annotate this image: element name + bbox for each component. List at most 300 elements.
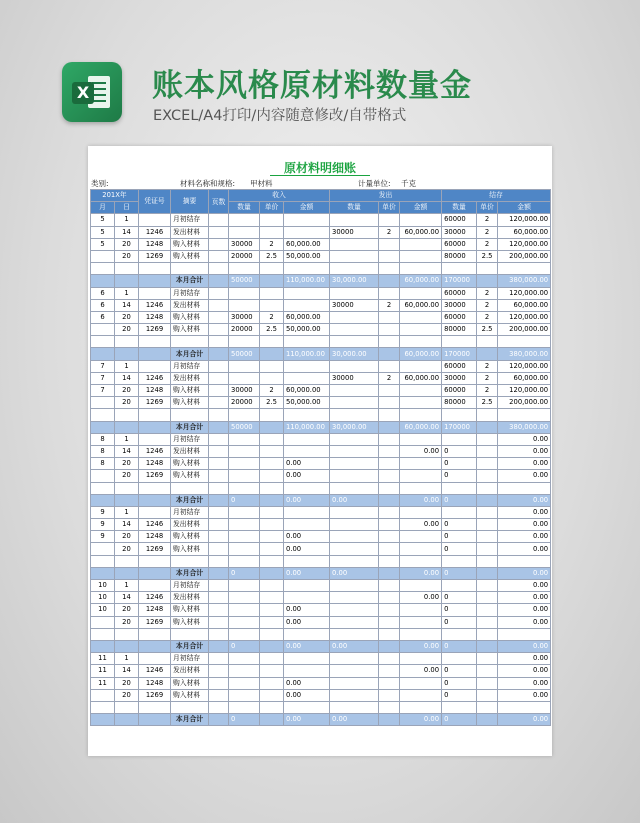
month-cell: 8 xyxy=(91,458,115,470)
day-cell: 20 xyxy=(115,324,139,336)
bal-qty-cell: 0 xyxy=(442,567,477,579)
spreadsheet-preview xyxy=(88,146,552,756)
day-cell: 20 xyxy=(115,543,139,555)
bal-qty-cell: 0 xyxy=(442,592,477,604)
month-cell: 11 xyxy=(91,653,115,665)
in-amount-cell xyxy=(284,433,330,445)
in-price-cell xyxy=(260,275,284,287)
out-qty-cell xyxy=(330,397,379,409)
excel-logo-icon: X xyxy=(62,62,122,122)
table-row xyxy=(91,360,551,372)
out-qty-cell xyxy=(330,287,379,299)
table-row xyxy=(91,665,551,677)
table-row xyxy=(91,409,551,421)
in-amount-cell xyxy=(284,580,330,592)
day-cell: 20 xyxy=(115,604,139,616)
out-amount-cell: 60,000.00 xyxy=(400,226,442,238)
voucher-cell xyxy=(139,653,171,665)
page-cell xyxy=(209,555,229,567)
day-cell: 1 xyxy=(115,580,139,592)
day-cell xyxy=(115,275,139,287)
in-amount-cell: 50,000.00 xyxy=(284,250,330,262)
in-price-cell xyxy=(260,214,284,226)
bal-price-cell xyxy=(477,689,498,701)
bal-qty-cell: 0 xyxy=(442,689,477,701)
unit-value: 千克 xyxy=(401,179,416,188)
in-price-cell xyxy=(260,470,284,482)
out-qty-cell xyxy=(330,543,379,555)
in-qty-cell xyxy=(229,506,260,518)
out-amount-cell: 0.00 xyxy=(400,640,442,652)
day-cell xyxy=(115,640,139,652)
page-cell xyxy=(209,470,229,482)
in-qty-cell xyxy=(229,263,260,275)
material-value: 甲材料 xyxy=(250,179,273,188)
bal-qty-cell: 0 xyxy=(442,531,477,543)
out-qty-cell xyxy=(330,628,379,640)
day-cell: 14 xyxy=(115,226,139,238)
out-amount-cell xyxy=(400,263,442,275)
bal-amount-cell: 120,000.00 xyxy=(498,360,551,372)
bal-qty-cell: 170000 xyxy=(442,421,477,433)
voucher-cell: 1269 xyxy=(139,543,171,555)
bal-price-cell xyxy=(477,701,498,713)
in-price-cell xyxy=(260,421,284,433)
in-price-cell: 2.5 xyxy=(260,324,284,336)
out-qty-cell xyxy=(330,385,379,397)
bal-price-cell: 2 xyxy=(477,226,498,238)
bal-qty-cell: 60000 xyxy=(442,360,477,372)
summary-cell xyxy=(171,409,209,421)
out-qty-cell xyxy=(330,519,379,531)
month-cell xyxy=(91,543,115,555)
out-amount-cell: 60,000.00 xyxy=(400,348,442,360)
out-price-cell xyxy=(379,409,400,421)
in-price-cell xyxy=(260,604,284,616)
out-price-cell xyxy=(379,482,400,494)
out-price-cell xyxy=(379,263,400,275)
in-qty-cell xyxy=(229,470,260,482)
category-label: 类别: xyxy=(91,179,109,188)
page-cell xyxy=(209,445,229,457)
bal-price-cell xyxy=(477,275,498,287)
out-price-cell xyxy=(379,519,400,531)
out-qty-cell xyxy=(330,531,379,543)
voucher-cell xyxy=(139,555,171,567)
summary-cell: 购入材料 xyxy=(171,689,209,701)
voucher-cell xyxy=(139,433,171,445)
month-cell: 9 xyxy=(91,506,115,518)
summary-cell: 购入材料 xyxy=(171,677,209,689)
page-title: 账本风格原材料数量金 xyxy=(152,68,472,104)
in-qty-cell: 30000 xyxy=(229,311,260,323)
bal-qty-cell: 30000 xyxy=(442,299,477,311)
in-qty-cell xyxy=(229,653,260,665)
in-amount-cell: 0.00 xyxy=(284,543,330,555)
bal-price-cell: 2 xyxy=(477,385,498,397)
bal-price-cell: 2.5 xyxy=(477,397,498,409)
bal-amount-cell: 200,000.00 xyxy=(498,324,551,336)
table-row xyxy=(91,689,551,701)
bal-qty-cell: 30000 xyxy=(442,372,477,384)
summary-cell: 本月合计 xyxy=(171,640,209,652)
table-row xyxy=(91,445,551,457)
out-qty-cell: 30000 xyxy=(330,299,379,311)
bal-price-cell xyxy=(477,494,498,506)
out-price-header: 单价 xyxy=(379,202,400,214)
day-cell: 1 xyxy=(115,506,139,518)
table-row xyxy=(91,397,551,409)
table-row xyxy=(91,226,551,238)
table-row xyxy=(91,299,551,311)
out-price-cell xyxy=(379,616,400,628)
bal-qty-cell xyxy=(442,580,477,592)
table-row xyxy=(91,238,551,250)
voucher-cell xyxy=(139,263,171,275)
in-amount-cell: 0.00 xyxy=(284,689,330,701)
in-price-cell xyxy=(260,555,284,567)
out-qty-cell xyxy=(330,689,379,701)
bal-qty-cell xyxy=(442,336,477,348)
bal-price-cell: 2.5 xyxy=(477,250,498,262)
out-amount-cell xyxy=(400,604,442,616)
bal-amount-cell: 0.00 xyxy=(498,506,551,518)
in-price-cell xyxy=(260,360,284,372)
bal-qty-cell: 170000 xyxy=(442,275,477,287)
in-amount-cell: 110,000.00 xyxy=(284,421,330,433)
out-qty-cell xyxy=(330,701,379,713)
out-qty-cell: 30000 xyxy=(330,226,379,238)
voucher-cell: 1248 xyxy=(139,458,171,470)
out-price-cell xyxy=(379,592,400,604)
in-price-cell xyxy=(260,458,284,470)
summary-cell: 本月合计 xyxy=(171,494,209,506)
in-qty-header: 数量 xyxy=(229,202,260,214)
bal-price-cell xyxy=(477,519,498,531)
in-price-cell xyxy=(260,701,284,713)
bal-amount-cell: 380,000.00 xyxy=(498,348,551,360)
summary-cell: 购入材料 xyxy=(171,458,209,470)
voucher-cell xyxy=(139,628,171,640)
voucher-cell xyxy=(139,714,171,726)
in-qty-cell xyxy=(229,701,260,713)
in-qty-cell xyxy=(229,482,260,494)
voucher-cell: 1269 xyxy=(139,324,171,336)
summary-cell: 本月合计 xyxy=(171,714,209,726)
voucher-cell xyxy=(139,360,171,372)
month-cell: 5 xyxy=(91,226,115,238)
bal-price-cell xyxy=(477,714,498,726)
out-amount-cell xyxy=(400,580,442,592)
month-cell xyxy=(91,421,115,433)
month-cell xyxy=(91,494,115,506)
table-row xyxy=(91,677,551,689)
out-amount-cell: 0.00 xyxy=(400,714,442,726)
bal-price-cell: 2 xyxy=(477,299,498,311)
out-price-cell xyxy=(379,494,400,506)
bal-price-cell xyxy=(477,348,498,360)
bal-qty-cell xyxy=(442,628,477,640)
out-qty-cell: 0.00 xyxy=(330,714,379,726)
out-header: 发出 xyxy=(330,190,442,202)
bal-amount-cell: 0.00 xyxy=(498,592,551,604)
bal-amount-cell: 60,000.00 xyxy=(498,372,551,384)
in-amount-cell xyxy=(284,592,330,604)
out-amount-cell: 60,000.00 xyxy=(400,275,442,287)
bal-qty-cell xyxy=(442,263,477,275)
page-cell xyxy=(209,653,229,665)
bal-price-cell: 2 xyxy=(477,214,498,226)
out-price-cell xyxy=(379,531,400,543)
in-price-cell xyxy=(260,287,284,299)
bal-price-header: 单价 xyxy=(477,202,498,214)
out-amount-cell: 60,000.00 xyxy=(400,372,442,384)
in-amount-cell xyxy=(284,287,330,299)
out-price-cell xyxy=(379,580,400,592)
bal-qty-cell xyxy=(442,482,477,494)
voucher-cell: 1246 xyxy=(139,665,171,677)
page-cell xyxy=(209,214,229,226)
bal-amount-cell: 0.00 xyxy=(498,665,551,677)
out-price-cell xyxy=(379,238,400,250)
bal-qty-cell: 0 xyxy=(442,604,477,616)
summary-cell: 购入材料 xyxy=(171,470,209,482)
bal-qty-cell: 60000 xyxy=(442,287,477,299)
out-qty-cell xyxy=(330,665,379,677)
in-price-cell xyxy=(260,653,284,665)
bal-price-cell xyxy=(477,470,498,482)
month-cell: 10 xyxy=(91,580,115,592)
bal-amount-cell: 0.00 xyxy=(498,640,551,652)
in-qty-cell xyxy=(229,409,260,421)
in-qty-cell xyxy=(229,628,260,640)
page-cell xyxy=(209,299,229,311)
in-amount-cell xyxy=(284,653,330,665)
bal-price-cell xyxy=(477,604,498,616)
out-amount-cell: 0.00 xyxy=(400,592,442,604)
bal-amount-cell: 0.00 xyxy=(498,458,551,470)
out-amount-cell xyxy=(400,506,442,518)
in-qty-cell: 50000 xyxy=(229,421,260,433)
in-qty-cell xyxy=(229,299,260,311)
out-price-cell xyxy=(379,543,400,555)
table-row xyxy=(91,506,551,518)
day-cell: 20 xyxy=(115,531,139,543)
summary-cell: 本月合计 xyxy=(171,275,209,287)
month-cell xyxy=(91,640,115,652)
out-price-cell xyxy=(379,214,400,226)
month-cell xyxy=(91,701,115,713)
bal-qty-cell xyxy=(442,506,477,518)
promo-header xyxy=(0,0,640,140)
bal-price-cell xyxy=(477,409,498,421)
bal-qty-cell: 60000 xyxy=(442,311,477,323)
table-row xyxy=(91,555,551,567)
page-cell xyxy=(209,311,229,323)
in-price-header: 单价 xyxy=(260,202,284,214)
voucher-cell: 1269 xyxy=(139,689,171,701)
bal-qty-cell xyxy=(442,653,477,665)
summary-cell: 购入材料 xyxy=(171,616,209,628)
in-qty-cell xyxy=(229,531,260,543)
in-qty-cell: 0 xyxy=(229,640,260,652)
out-price-cell xyxy=(379,324,400,336)
in-price-cell xyxy=(260,616,284,628)
day-cell: 14 xyxy=(115,592,139,604)
out-amount-cell xyxy=(400,409,442,421)
page-cell xyxy=(209,397,229,409)
voucher-cell: 1246 xyxy=(139,445,171,457)
out-amount-cell xyxy=(400,677,442,689)
bal-amount-header: 金额 xyxy=(498,202,551,214)
page-cell xyxy=(209,640,229,652)
in-price-cell xyxy=(260,482,284,494)
bal-amount-cell: 0.00 xyxy=(498,433,551,445)
month-cell xyxy=(91,397,115,409)
bal-qty-cell xyxy=(442,701,477,713)
summary-cell: 购入材料 xyxy=(171,311,209,323)
day-cell xyxy=(115,701,139,713)
out-qty-cell xyxy=(330,238,379,250)
in-qty-cell: 50000 xyxy=(229,275,260,287)
bal-price-cell xyxy=(477,421,498,433)
out-qty-cell xyxy=(330,214,379,226)
bal-qty-cell: 80000 xyxy=(442,250,477,262)
page-cell xyxy=(209,275,229,287)
page-cell xyxy=(209,580,229,592)
out-qty-cell xyxy=(330,677,379,689)
in-price-cell xyxy=(260,519,284,531)
table-row xyxy=(91,701,551,713)
day-cell xyxy=(115,482,139,494)
out-qty-cell xyxy=(330,506,379,518)
month-cell: 5 xyxy=(91,214,115,226)
summary-cell: 月初结存 xyxy=(171,653,209,665)
out-price-cell xyxy=(379,701,400,713)
page-cell xyxy=(209,531,229,543)
out-amount-cell: 60,000.00 xyxy=(400,299,442,311)
summary-cell: 月初结存 xyxy=(171,360,209,372)
out-price-cell xyxy=(379,348,400,360)
bal-qty-cell: 0 xyxy=(442,445,477,457)
in-qty-cell: 20000 xyxy=(229,250,260,262)
out-qty-cell xyxy=(330,324,379,336)
in-price-cell xyxy=(260,299,284,311)
summary-cell: 购入材料 xyxy=(171,543,209,555)
in-amount-cell: 0.00 xyxy=(284,494,330,506)
table-row xyxy=(91,628,551,640)
out-amount-cell: 0.00 xyxy=(400,494,442,506)
month-cell xyxy=(91,689,115,701)
voucher-cell xyxy=(139,275,171,287)
voucher-cell: 1246 xyxy=(139,226,171,238)
in-qty-cell xyxy=(229,226,260,238)
voucher-cell: 1248 xyxy=(139,311,171,323)
out-amount-cell xyxy=(400,311,442,323)
voucher-cell xyxy=(139,421,171,433)
table-row xyxy=(91,433,551,445)
in-qty-cell xyxy=(229,677,260,689)
page-cell xyxy=(209,458,229,470)
out-amount-cell: 0.00 xyxy=(400,665,442,677)
day-cell: 20 xyxy=(115,385,139,397)
in-price-cell xyxy=(260,433,284,445)
page-cell xyxy=(209,714,229,726)
out-price-cell xyxy=(379,714,400,726)
bal-amount-cell: 200,000.00 xyxy=(498,397,551,409)
in-amount-cell xyxy=(284,555,330,567)
summary-cell xyxy=(171,555,209,567)
out-amount-cell xyxy=(400,250,442,262)
out-amount-cell xyxy=(400,385,442,397)
month-cell xyxy=(91,714,115,726)
month-cell: 7 xyxy=(91,372,115,384)
in-qty-cell xyxy=(229,665,260,677)
summary-cell: 购入材料 xyxy=(171,397,209,409)
bal-qty-cell: 0 xyxy=(442,677,477,689)
table-row xyxy=(91,470,551,482)
table-row xyxy=(91,616,551,628)
page-cell xyxy=(209,592,229,604)
summary-cell: 月初结存 xyxy=(171,580,209,592)
out-qty-cell: 30,000.00 xyxy=(330,421,379,433)
bal-qty-cell: 0 xyxy=(442,543,477,555)
bal-price-cell xyxy=(477,677,498,689)
bal-amount-cell: 0.00 xyxy=(498,531,551,543)
out-qty-cell: 30,000.00 xyxy=(330,275,379,287)
page-cell xyxy=(209,494,229,506)
bal-amount-cell: 0.00 xyxy=(498,653,551,665)
out-amount-cell: 60,000.00 xyxy=(400,421,442,433)
summary-cell: 购入材料 xyxy=(171,250,209,262)
day-cell xyxy=(115,555,139,567)
in-price-cell xyxy=(260,543,284,555)
ledger-body xyxy=(91,214,551,726)
bal-qty-cell: 0 xyxy=(442,665,477,677)
summary-cell: 发出材料 xyxy=(171,665,209,677)
table-row xyxy=(91,372,551,384)
in-amount-cell xyxy=(284,701,330,713)
out-price-cell xyxy=(379,458,400,470)
in-price-cell xyxy=(260,640,284,652)
out-amount-cell xyxy=(400,336,442,348)
in-amount-cell xyxy=(284,519,330,531)
bal-price-cell: 2 xyxy=(477,360,498,372)
month-cell xyxy=(91,482,115,494)
bal-price-cell xyxy=(477,458,498,470)
day-cell xyxy=(115,348,139,360)
out-amount-cell: 0.00 xyxy=(400,567,442,579)
summary-cell: 本月合计 xyxy=(171,348,209,360)
bal-qty-cell: 170000 xyxy=(442,348,477,360)
page-cell xyxy=(209,604,229,616)
bal-amount-cell: 0.00 xyxy=(498,494,551,506)
month-cell xyxy=(91,567,115,579)
bal-qty-cell: 30000 xyxy=(442,226,477,238)
bal-qty-cell: 60000 xyxy=(442,214,477,226)
out-price-cell xyxy=(379,445,400,457)
bal-price-cell xyxy=(477,263,498,275)
out-price-cell xyxy=(379,360,400,372)
day-cell: 20 xyxy=(115,689,139,701)
out-qty-cell: 0.00 xyxy=(330,494,379,506)
table-row xyxy=(91,324,551,336)
in-amount-cell xyxy=(284,445,330,457)
summary-cell: 本月合计 xyxy=(171,421,209,433)
bal-price-cell xyxy=(477,640,498,652)
in-amount-cell xyxy=(284,226,330,238)
page-header: 页数 xyxy=(209,190,229,214)
